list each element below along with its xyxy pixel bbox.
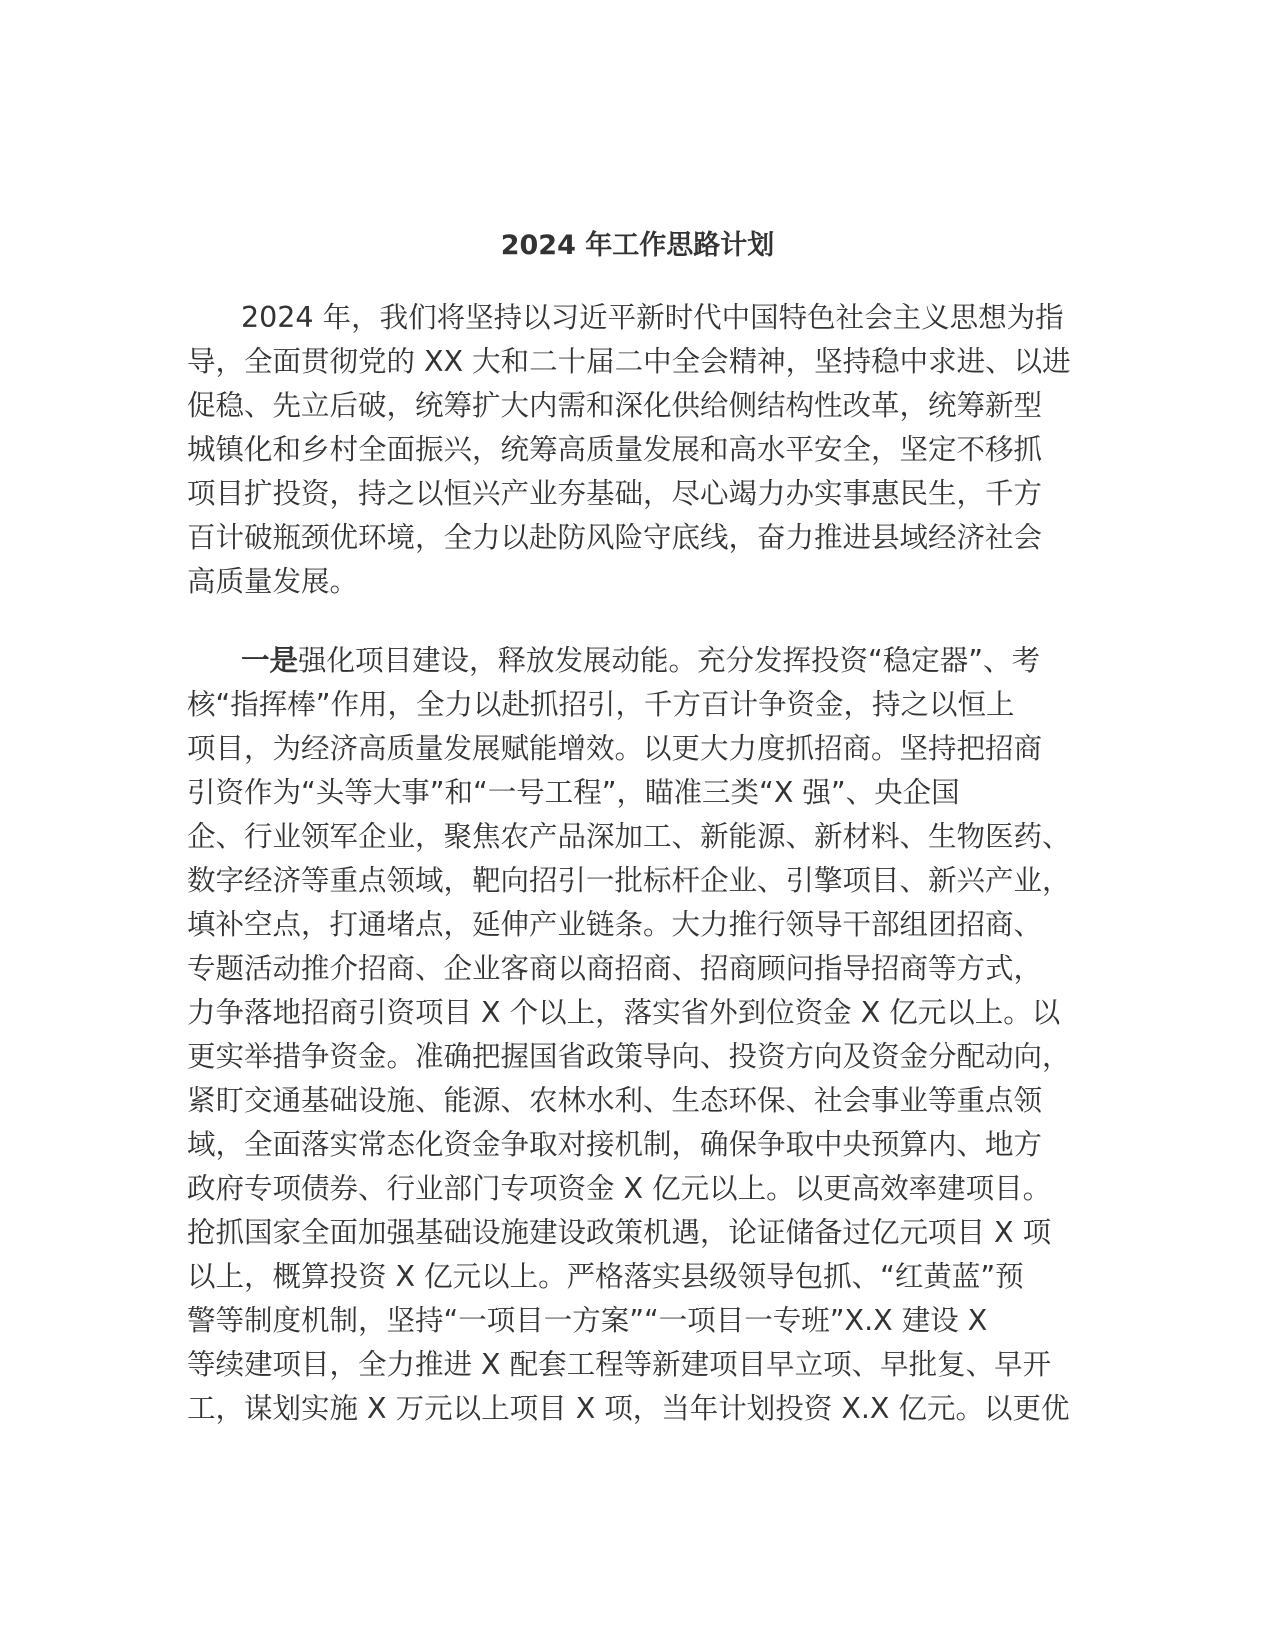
paragraph-2-line: 域，全面落实常态化资金争取对接机制，确保争取中央预算内、地方 <box>187 1128 1043 1161</box>
paragraph-2-lead: 一是 <box>241 644 299 677</box>
paragraph-2-line-text: 强化项目建设，释放发展动能。充分发挥投资“稳定器”、考 <box>298 644 1041 677</box>
paragraph-2-line: 数字经济等重点领域，靶向招引一批标杆企业、引擎项目、新兴产业， <box>187 864 1071 897</box>
paragraph-2-line: 填补空点，打通堵点，延伸产业链条。大力推行领导干部组团招商、 <box>187 908 1043 941</box>
paragraph-2-line: 政府专项债券、行业部门专项资金 X 亿元以上。以更高效率建项目。 <box>187 1172 1052 1205</box>
paragraph-1-line: 促稳、先立后破，统筹扩大内需和深化供给侧结构性改革，统筹新型 <box>187 389 1043 422</box>
paragraph-1-line: 项目扩投资，持之以恒兴产业夯基础，尽心竭力办实事惠民生，千方 <box>187 477 1043 510</box>
paragraph-2-line: 专题活动推介招商、企业客商以商招商、招商顾问指导招商等方式， <box>187 952 1043 985</box>
paragraph-1-line: 2024 年，我们将坚持以习近平新时代中国特色社会主义思想为指 <box>241 301 1064 334</box>
paragraph-2-line: 警等制度机制，坚持“一项目一方案”“一项目一专班”X.X 建设 X <box>187 1304 988 1337</box>
document-title: 2024 年工作思路计划 <box>500 230 775 261</box>
paragraph-1-line: 百计破瓶颈优环境，全力以赴防风险守底线，奋力推进县域经济社会 <box>187 521 1043 554</box>
paragraph-1-line: 高质量发展。 <box>187 565 359 598</box>
paragraph-2-line: 引资作为“头等大事”和“一号工程”，瞄准三类“X 强”、央企国 <box>187 776 960 809</box>
paragraph-2-line: 抢抓国家全面加强基础设施建设政策机遇，论证储备过亿元项目 X 项 <box>187 1216 1052 1249</box>
paragraph-2-line: 工，谋划实施 X 万元以上项目 X 项，当年计划投资 X.X 亿元。以更优 <box>187 1392 1070 1425</box>
paragraph-2-line: 核“指挥棒”作用，全力以赴抓招引，千方百计争资金，持之以恒上 <box>187 688 1015 721</box>
paragraph-2-line <box>241 641 1040 681</box>
paragraph-1-line: 城镇化和乡村全面振兴，统筹高质量发展和高水平安全，坚定不移抓 <box>187 433 1043 466</box>
paragraph-1-line: 导，全面贯彻党的 XX 大和二十届二中全会精神，坚持稳中求进、以进 <box>187 345 1071 378</box>
paragraph-2-line: 项目，为经济高质量发展赋能增效。以更大力度抓招商。坚持把招商 <box>187 732 1043 765</box>
paragraph-2-line: 更实举措争资金。准确把握国省政策导向、投资方向及资金分配动向， <box>187 1040 1071 1073</box>
paragraph-2-line: 紧盯交通基础设施、能源、农林水利、生态环保、社会事业等重点领 <box>187 1084 1043 1117</box>
paragraph-2-line: 力争落地招商引资项目 X 个以上，落实省外到位资金 X 亿元以上。以 <box>187 996 1061 1029</box>
paragraph-2-line: 企、行业领军企业，聚焦农产品深加工、新能源、新材料、生物医药、 <box>187 820 1071 853</box>
paragraph-2-line: 以上，概算投资 X 亿元以上。严格落实县级领导包抓、“红黄蓝”预 <box>187 1260 1024 1293</box>
paragraph-2-line: 等续建项目，全力推进 X 配套工程等新建项目早立项、早批复、早开 <box>187 1348 1052 1381</box>
